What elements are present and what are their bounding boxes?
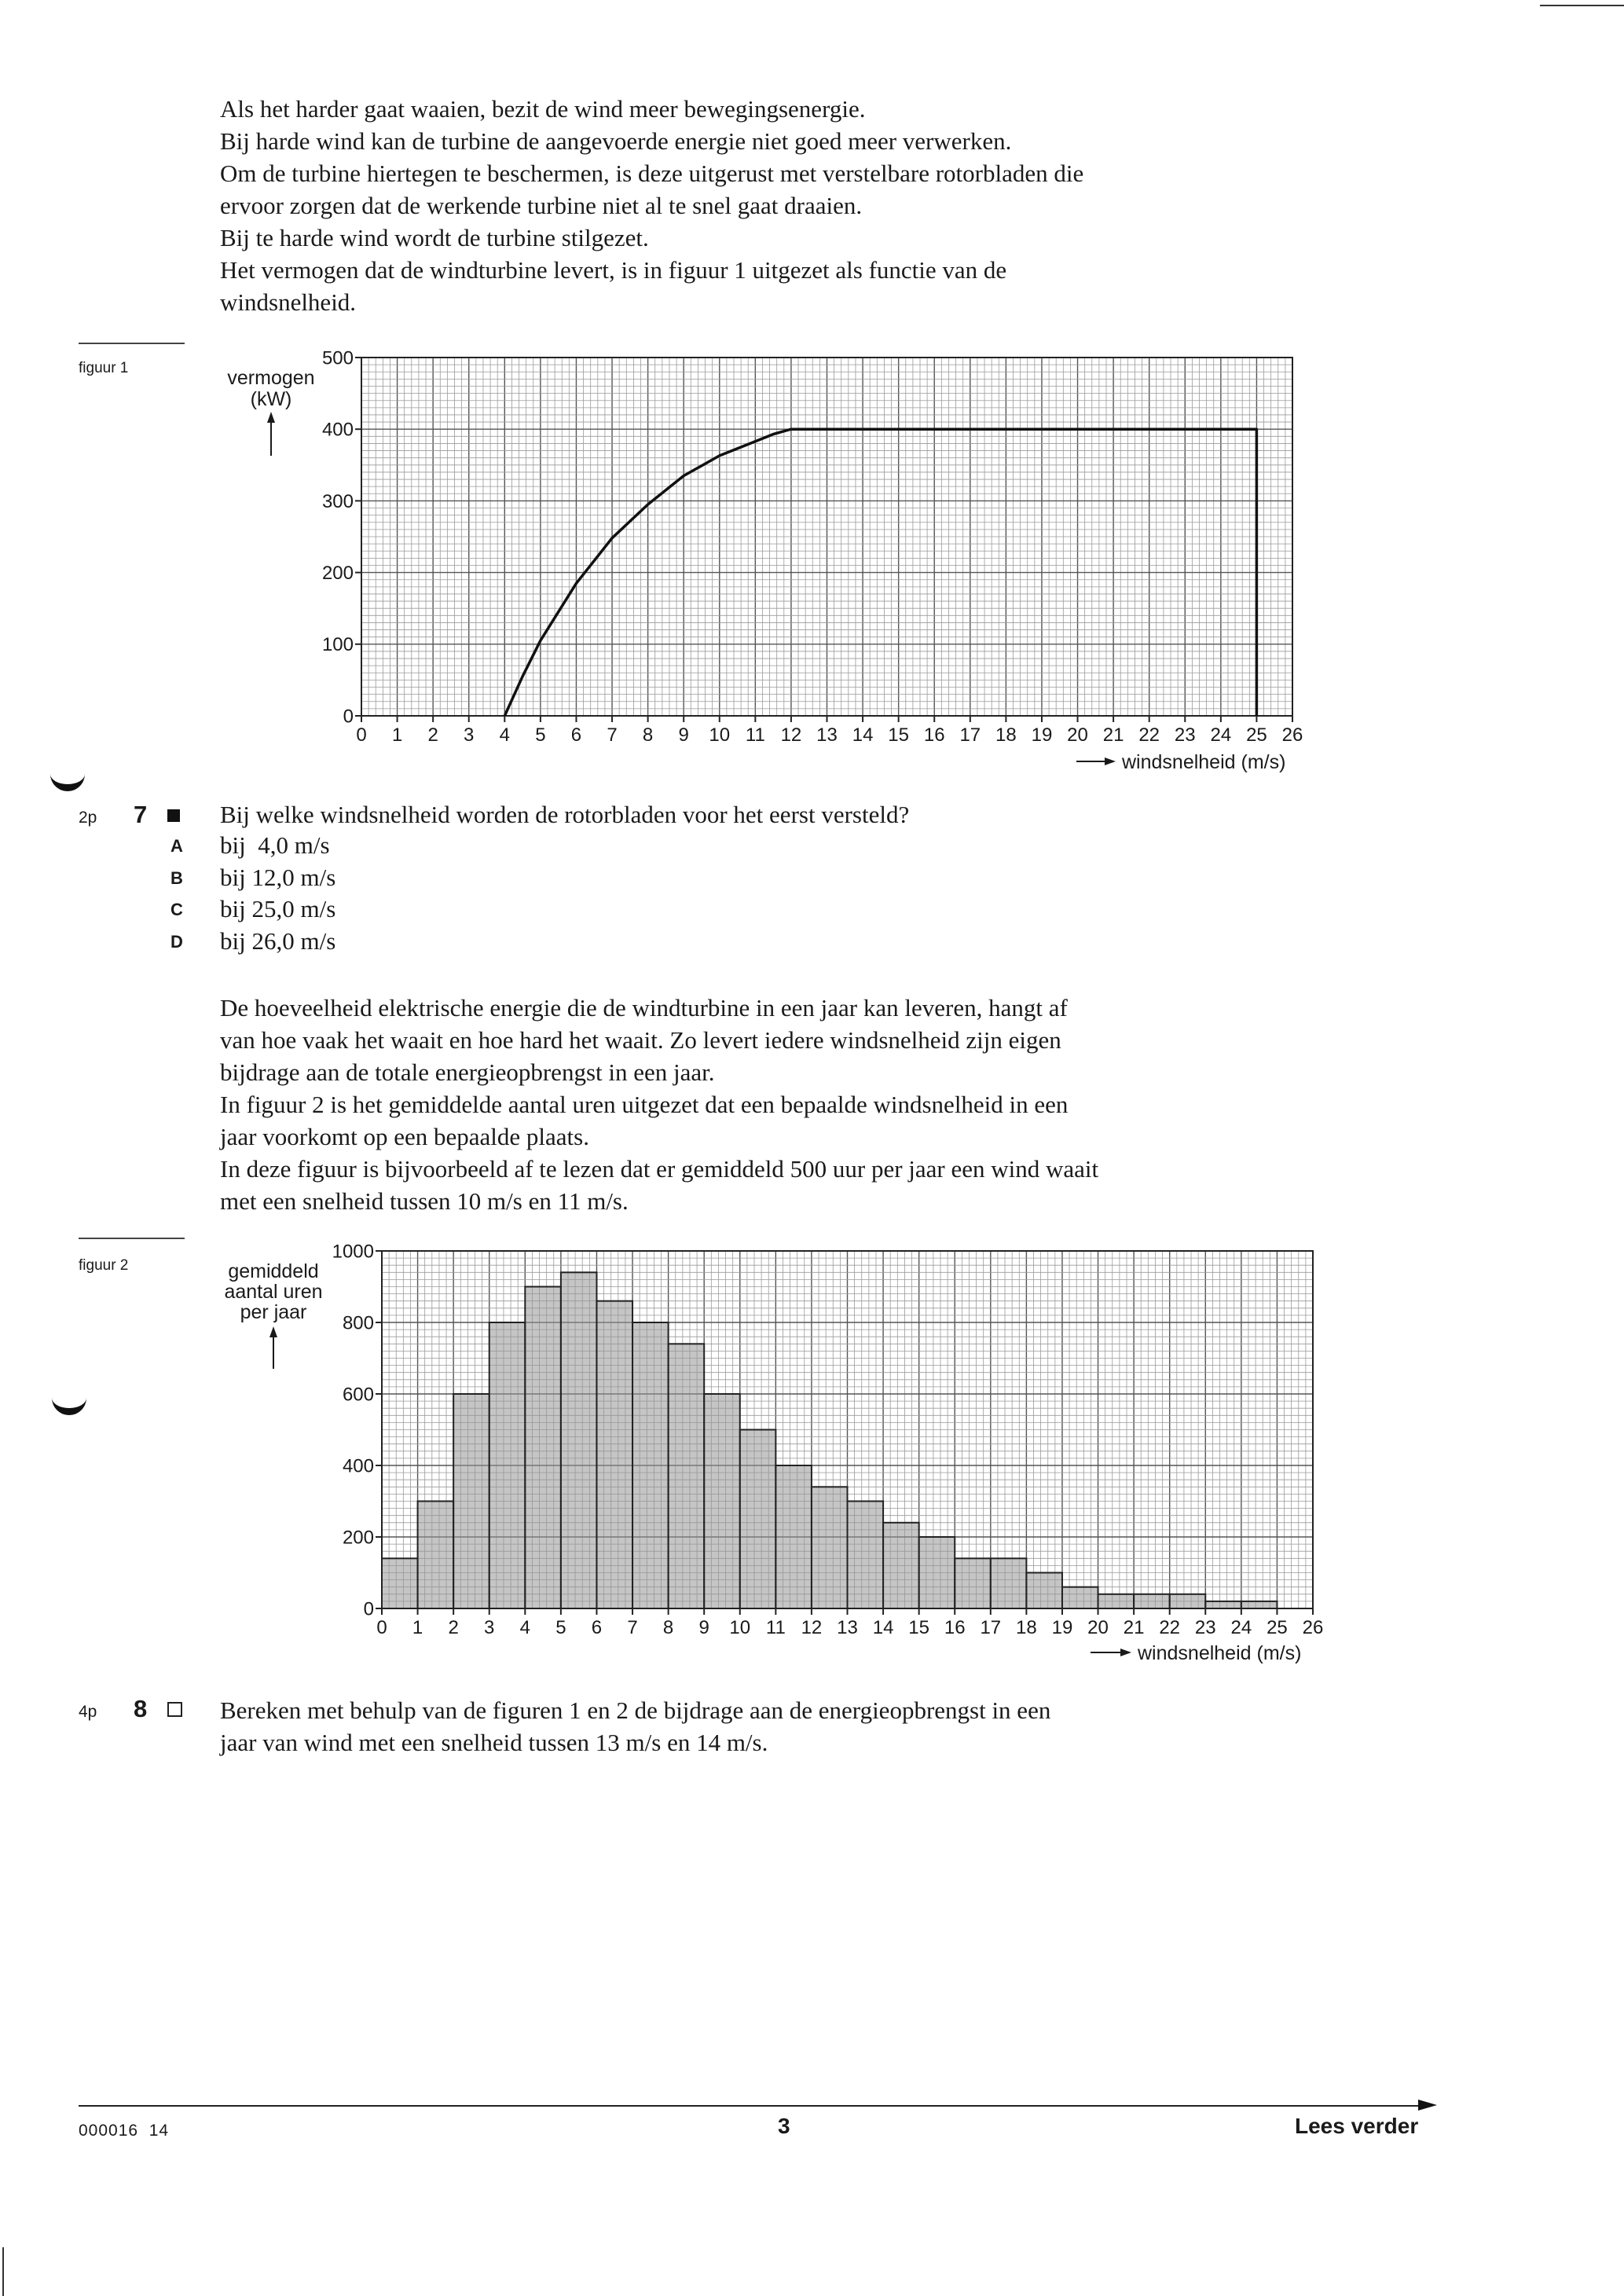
histogram-bar bbox=[1134, 1594, 1170, 1608]
question7-marker-square bbox=[167, 809, 180, 822]
x-tick-label: 8 bbox=[642, 724, 654, 746]
x-tick-label: 9 bbox=[698, 1617, 709, 1638]
x-tick-label: 7 bbox=[627, 1617, 638, 1638]
histogram-bar bbox=[1062, 1587, 1098, 1608]
figure2-right-arrow bbox=[1091, 1649, 1131, 1656]
option-letter-c: C bbox=[170, 900, 183, 919]
x-tick-label: 6 bbox=[591, 1617, 603, 1638]
y-tick-label: 800 bbox=[342, 1312, 374, 1334]
question8-number: 8 bbox=[134, 1695, 148, 1722]
figure1-rule bbox=[79, 343, 185, 344]
figure1-chart bbox=[204, 330, 1336, 778]
footer-rule bbox=[79, 2105, 1430, 2107]
intro-line: Bij te harde wind wordt de turbine stilgezet. bbox=[220, 224, 649, 251]
figure1-ylabel: vermogen bbox=[227, 367, 315, 389]
middle-line: van hoe vaak het waait en hoe hard het waait. Zo levert iedere windsnelheid zijn eigen bbox=[220, 1026, 1061, 1054]
x-tick-label: 14 bbox=[852, 724, 874, 746]
question8-open-box bbox=[167, 1702, 182, 1717]
x-tick-label: 10 bbox=[709, 724, 731, 746]
intro-line: windsnelheid. bbox=[220, 288, 357, 316]
option-d[interactable]: bij 26,0 m/s bbox=[220, 927, 336, 955]
y-tick-label: 200 bbox=[342, 1527, 374, 1549]
histogram-bar bbox=[1205, 1601, 1241, 1608]
histogram-bar bbox=[1241, 1601, 1278, 1608]
histogram-bar bbox=[812, 1487, 848, 1608]
figure1-label: figuur 1 bbox=[79, 360, 129, 376]
x-tick-label: 5 bbox=[555, 1617, 566, 1638]
y-tick-label: 600 bbox=[342, 1384, 374, 1406]
x-tick-label: 20 bbox=[1067, 724, 1088, 746]
y-tick-label: 100 bbox=[321, 634, 354, 656]
intro-line: ervoor zorgen dat de werkende turbine niet al te snel gaat draaien. bbox=[220, 192, 863, 219]
figure1-xlabel: windsnelheid (m/s) bbox=[1122, 751, 1286, 773]
histogram-bar bbox=[1026, 1573, 1062, 1609]
middle-line: bijdrage aan de totale energieopbrengst in een jaar. bbox=[220, 1058, 715, 1086]
question8-line: jaar van wind met een snelheid tussen 13 m/s en 14 m/s. bbox=[220, 1729, 768, 1756]
intro-line: Het vermogen dat de windturbine levert, is in figuur 1 uitgezet als functie van de bbox=[220, 256, 1007, 284]
histogram-bar bbox=[525, 1287, 561, 1609]
margin-line bbox=[2, 2247, 4, 2296]
y-tick-label: 0 bbox=[343, 706, 354, 728]
x-tick-label: 13 bbox=[816, 724, 838, 746]
question8-points: 4p bbox=[79, 1703, 97, 1721]
x-tick-label: 23 bbox=[1194, 1617, 1216, 1638]
x-tick-label: 7 bbox=[607, 724, 618, 746]
intro-line: Als het harder gaat waaien, bezit de wind meer bewegingsenergie. bbox=[220, 95, 866, 123]
figure2-rule bbox=[79, 1238, 185, 1239]
question7-number: 7 bbox=[134, 801, 148, 828]
intro-line: Om de turbine hiertegen te beschermen, is deze uitgerust met verstelbare rotorbladen die bbox=[220, 160, 1084, 187]
x-tick-label: 17 bbox=[959, 724, 981, 746]
x-tick-label: 4 bbox=[519, 1617, 530, 1638]
figure2-ylabel-3: per jaar bbox=[240, 1301, 307, 1323]
intro-paragraph bbox=[220, 93, 1320, 318]
x-tick-label: 13 bbox=[837, 1617, 858, 1638]
histogram-bar bbox=[418, 1502, 454, 1609]
question7-text: Bij welke windsnelheid worden de rotorbladen voor het eerst versteld? bbox=[220, 801, 910, 828]
x-tick-label: 17 bbox=[980, 1617, 1002, 1638]
question7-points: 2p bbox=[79, 809, 97, 827]
x-tick-label: 9 bbox=[678, 724, 689, 746]
x-tick-label: 15 bbox=[888, 724, 910, 746]
histogram-bar bbox=[704, 1394, 740, 1608]
histogram-bar bbox=[848, 1502, 884, 1609]
x-tick-label: 19 bbox=[1031, 724, 1053, 746]
middle-line: jaar voorkomt op een bepaalde plaats. bbox=[220, 1123, 589, 1150]
footer-arrow-icon bbox=[1418, 2100, 1437, 2111]
x-tick-label: 23 bbox=[1174, 724, 1196, 746]
y-tick-label: 400 bbox=[321, 419, 354, 441]
option-letter-d: D bbox=[170, 932, 183, 952]
histogram-bar bbox=[1170, 1594, 1206, 1608]
histogram-bar bbox=[632, 1322, 669, 1608]
x-tick-label: 3 bbox=[484, 1617, 495, 1638]
x-tick-label: 18 bbox=[1016, 1617, 1037, 1638]
x-tick-label: 5 bbox=[535, 724, 546, 746]
x-tick-label: 2 bbox=[427, 724, 438, 746]
option-c[interactable]: bij 25,0 m/s bbox=[220, 895, 336, 922]
middle-line: De hoeveelheid elektrische energie die de windturbine in een jaar kan leveren, hangt af bbox=[220, 994, 1068, 1021]
x-tick-label: 22 bbox=[1159, 1617, 1181, 1638]
histogram-bar bbox=[991, 1558, 1027, 1608]
histogram-bar bbox=[561, 1272, 597, 1608]
histogram-bar bbox=[669, 1344, 705, 1608]
histogram-bar bbox=[955, 1558, 991, 1608]
answer-mark bbox=[50, 770, 85, 791]
question8-line: Bereken met behulp van de figuren 1 en 2 de bijdrage aan de energieopbrengst in een bbox=[220, 1696, 1051, 1724]
histogram-bar bbox=[775, 1465, 812, 1608]
figure2-label: figuur 2 bbox=[79, 1257, 129, 1274]
option-letter-a: A bbox=[170, 836, 183, 856]
y-tick-label: 300 bbox=[321, 490, 354, 512]
x-tick-label: 21 bbox=[1123, 1617, 1145, 1638]
option-a[interactable]: bij 4,0 m/s bbox=[220, 831, 330, 859]
x-tick-label: 20 bbox=[1087, 1617, 1109, 1638]
x-tick-label: 10 bbox=[729, 1617, 751, 1638]
histogram-bar bbox=[883, 1523, 919, 1608]
x-tick-label: 6 bbox=[570, 724, 582, 746]
x-tick-label: 18 bbox=[995, 724, 1017, 746]
middle-line: In figuur 2 is het gemiddelde aantal uren uitgezet dat een bepaalde windsnelheid in een bbox=[220, 1091, 1069, 1118]
figure1-up-arrow bbox=[267, 412, 275, 456]
histogram-bar bbox=[489, 1322, 526, 1608]
intro-line: Bij harde wind kan de turbine de aangevoerde energie niet goed meer verwerken. bbox=[220, 127, 1012, 155]
x-tick-label: 0 bbox=[376, 1617, 387, 1638]
y-tick-label: 1000 bbox=[332, 1241, 374, 1263]
histogram-bar bbox=[453, 1394, 489, 1608]
footer-code: 000016 14 bbox=[79, 2122, 170, 2140]
x-tick-label: 24 bbox=[1210, 724, 1232, 746]
x-tick-label: 21 bbox=[1102, 724, 1124, 746]
figure2-xlabel: windsnelheid (m/s) bbox=[1138, 1642, 1302, 1664]
y-tick-label: 200 bbox=[321, 563, 354, 584]
x-tick-label: 22 bbox=[1138, 724, 1160, 746]
lees-verder-label: Lees verder bbox=[1295, 2114, 1419, 2138]
x-tick-label: 2 bbox=[448, 1617, 459, 1638]
x-tick-label: 15 bbox=[908, 1617, 930, 1638]
x-tick-label: 12 bbox=[801, 1617, 823, 1638]
x-tick-label: 25 bbox=[1267, 1617, 1288, 1638]
histogram-bar bbox=[919, 1537, 955, 1608]
x-tick-label: 19 bbox=[1051, 1617, 1073, 1638]
x-tick-label: 24 bbox=[1230, 1617, 1252, 1638]
option-b[interactable]: bij 12,0 m/s bbox=[220, 864, 336, 891]
figure2-ylabel-1: gemiddeld bbox=[228, 1260, 319, 1282]
answer-mark-2 bbox=[52, 1394, 86, 1415]
histogram-bar bbox=[740, 1430, 776, 1609]
x-tick-label: 26 bbox=[1302, 1617, 1324, 1638]
x-tick-label: 16 bbox=[944, 1617, 966, 1638]
option-letter-b: B bbox=[170, 868, 183, 888]
question8-text bbox=[220, 1694, 1320, 1759]
page-number: 3 bbox=[778, 2114, 790, 2138]
figure1-right-arrow bbox=[1076, 757, 1116, 765]
x-tick-label: 0 bbox=[356, 724, 367, 746]
x-tick-label: 3 bbox=[464, 724, 475, 746]
y-tick-label: 0 bbox=[363, 1598, 374, 1620]
middle-paragraph bbox=[220, 992, 1320, 1217]
histogram-bar bbox=[1098, 1594, 1135, 1608]
x-tick-label: 25 bbox=[1246, 724, 1267, 746]
x-tick-label: 8 bbox=[662, 1617, 674, 1638]
y-tick-label: 500 bbox=[321, 347, 354, 369]
figure2-chart bbox=[204, 1234, 1336, 1678]
x-tick-label: 11 bbox=[765, 1617, 786, 1638]
corner-mark bbox=[1540, 5, 1624, 6]
x-tick-label: 1 bbox=[391, 724, 403, 746]
figure2-ylabel-2: aantal uren bbox=[224, 1281, 323, 1303]
histogram-bar bbox=[596, 1301, 632, 1608]
x-tick-label: 26 bbox=[1281, 724, 1303, 746]
histogram-bar bbox=[382, 1558, 418, 1608]
x-tick-label: 16 bbox=[923, 724, 945, 746]
figure2-up-arrow bbox=[269, 1326, 277, 1369]
x-tick-label: 12 bbox=[780, 724, 802, 746]
middle-line: met een snelheid tussen 10 m/s en 11 m/s. bbox=[220, 1187, 629, 1215]
y-tick-label: 400 bbox=[342, 1455, 374, 1477]
x-tick-label: 11 bbox=[745, 724, 765, 746]
x-tick-label: 1 bbox=[412, 1617, 423, 1638]
x-tick-label: 14 bbox=[872, 1617, 894, 1638]
middle-line: In deze figuur is bijvoorbeeld af te lezen dat er gemiddeld 500 uur per jaar een wind waait bbox=[220, 1155, 1099, 1183]
figure1-ylabel-unit: (kW) bbox=[250, 388, 292, 410]
x-tick-label: 4 bbox=[499, 724, 510, 746]
